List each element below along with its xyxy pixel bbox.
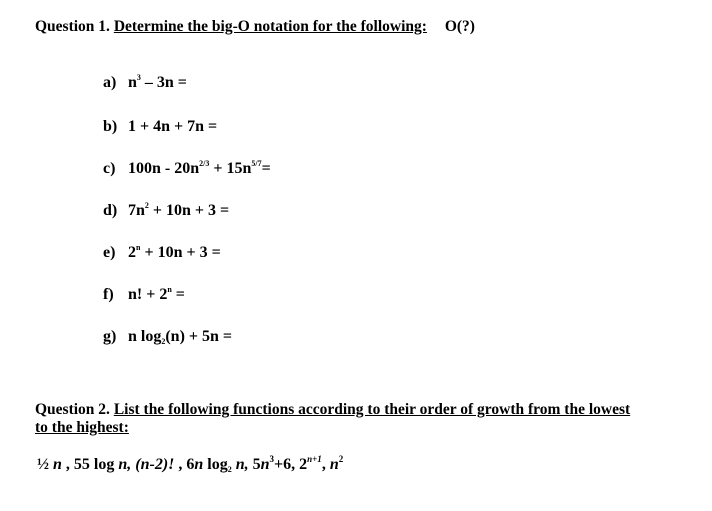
item-term: 100n - 20n	[128, 160, 200, 177]
item-c	[103, 160, 271, 178]
item-label: a)	[103, 74, 117, 91]
item-g	[103, 328, 232, 346]
item-exponent: 3	[136, 73, 141, 82]
item-exponent: 5/7	[251, 159, 262, 168]
fn-term: 5	[248, 456, 261, 473]
question-2-colon: :	[123, 419, 129, 436]
question-1-label: Question 1.	[35, 18, 110, 35]
item-term: 1 + 4n + 7n =	[128, 118, 218, 135]
question-2-prompt-line-1: List the following functions according to their order of growth from the lowest	[113, 401, 631, 418]
item-exponent: n	[136, 243, 141, 252]
fn-term: n, (n-2)!	[118, 456, 175, 473]
item-term: (n) + 5n =	[165, 328, 233, 345]
item-exponent: 2/3	[199, 159, 210, 168]
fn-term: n	[49, 456, 62, 473]
item-term: + 15n	[209, 160, 252, 177]
item-label: f)	[103, 286, 114, 303]
fn-exponent: 2	[338, 454, 344, 464]
item-subscript: 2	[161, 337, 166, 346]
item-b	[103, 118, 217, 136]
fn-term: , 6	[174, 456, 195, 473]
item-f	[103, 286, 185, 304]
question-2-prompt-line-2: to the highest	[35, 419, 124, 436]
function-list	[37, 456, 343, 474]
fn-exponent: n+1	[307, 454, 322, 464]
item-label: c)	[103, 160, 116, 177]
item-term: + 10n + 3 =	[148, 202, 230, 219]
item-label: g)	[103, 328, 117, 345]
fn-exponent: 3	[269, 454, 275, 464]
fn-term: +6, 2	[274, 456, 308, 473]
item-term: 2	[128, 244, 136, 261]
fn-term: n,	[231, 456, 249, 473]
fn-term: n	[194, 456, 204, 473]
fn-term: n	[329, 456, 339, 473]
fn-subscript: 2	[227, 465, 232, 474]
item-term: n! + 2	[128, 286, 168, 303]
fn-term: ,	[321, 456, 330, 473]
item-label: d)	[103, 202, 118, 219]
fn-term: n	[260, 456, 270, 473]
question-2	[35, 401, 630, 437]
item-term: – 3n =	[140, 74, 187, 91]
item-a	[103, 74, 187, 92]
item-term: =	[261, 160, 271, 177]
item-term: =	[171, 286, 185, 303]
item-exponent: n	[167, 285, 172, 294]
question-2-label: Question 2.	[35, 401, 110, 418]
big-o-placeholder: O(?)	[444, 18, 475, 35]
fn-term: , 55 log	[61, 456, 119, 473]
item-term: + 10n + 3 =	[140, 244, 221, 261]
item-term: 7n	[128, 202, 145, 219]
item-label: b)	[103, 118, 118, 135]
fn-term: log	[203, 456, 228, 473]
question-1	[35, 18, 475, 36]
item-term: n log	[128, 328, 162, 345]
item-exponent: 2	[144, 201, 149, 210]
item-d	[103, 202, 229, 220]
item-term: n	[128, 74, 137, 91]
item-label: e)	[103, 244, 116, 261]
question-1-prompt: Determine the big-O notation for the following:	[113, 18, 427, 35]
item-e	[103, 244, 221, 262]
fraction-half: ½	[37, 456, 49, 473]
